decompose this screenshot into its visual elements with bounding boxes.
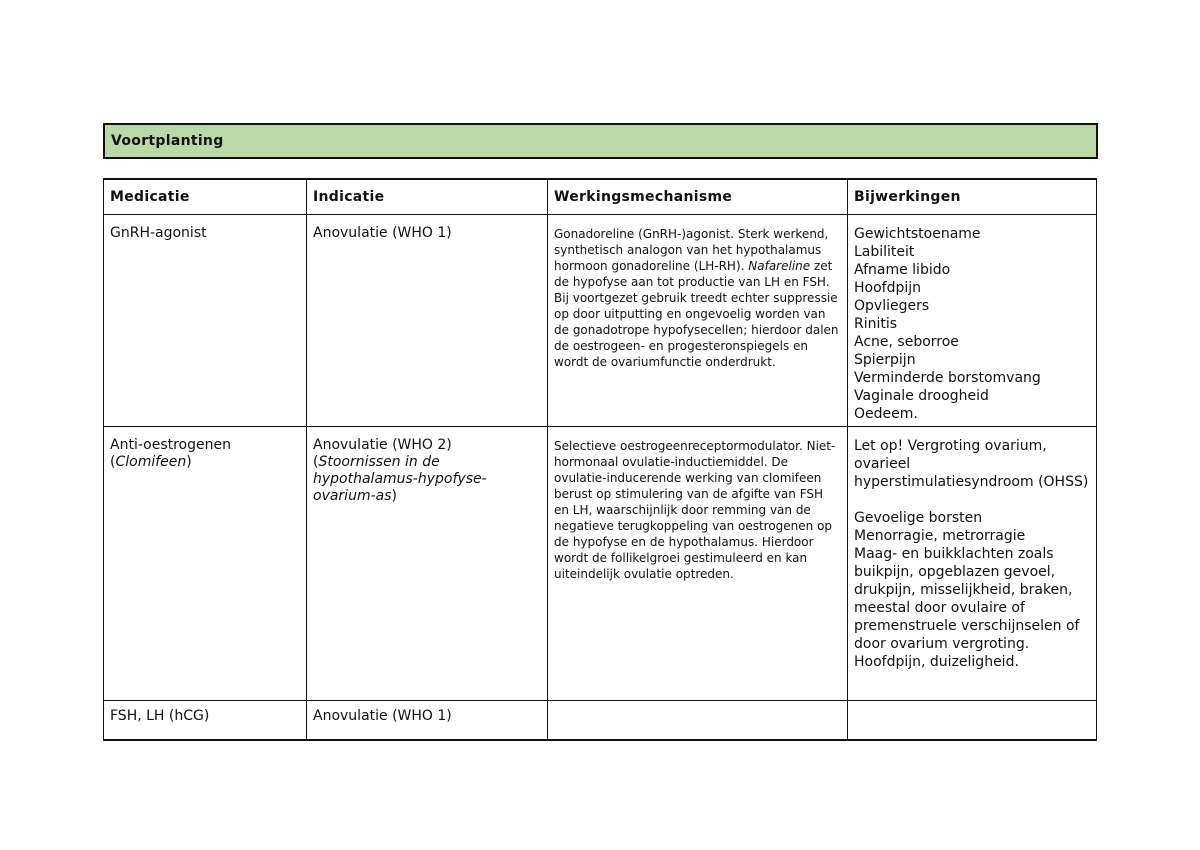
indicatie-text: Anovulatie (WHO 2) bbox=[313, 437, 452, 453]
side-effect-item: Afname libido bbox=[854, 262, 951, 278]
side-effect-item: Verminderde borstomvang bbox=[854, 370, 1041, 386]
column-header-werkingsmechanisme: Werkingsmechanisme bbox=[548, 179, 848, 215]
side-effect-item: Maag- en buikklachten zoals buikpijn, opgeblazen gevoel, drukpijn, misselijkheid, braken, meestal door ovulaire of premenstruele verschijnselen of door ovarium vergroting. bbox=[854, 546, 1080, 652]
side-effect-item: Opvliegers bbox=[854, 298, 930, 314]
indicatie-subtext: (Stoornissen in de hypothalamus-hypofyse-ovarium-as) bbox=[313, 454, 487, 504]
side-effect-item: Hoofdpijn bbox=[854, 280, 922, 296]
side-effect-item: Acne, seborroe bbox=[854, 334, 959, 350]
side-effect-item: Vaginale droogheid bbox=[854, 388, 989, 404]
side-effect-warning: Let op! Vergroting ovarium, ovarieel hyperstimulatiesyndroom (OHSS) bbox=[854, 438, 1089, 490]
cell-bijwerkingen bbox=[848, 701, 1097, 741]
table-row bbox=[104, 701, 1097, 741]
side-effect-item: Labiliteit bbox=[854, 244, 915, 260]
cell-werkingsmechanisme bbox=[548, 427, 848, 701]
side-effect-item: Menorragie, metrorragie bbox=[854, 528, 1026, 544]
cell-indicatie bbox=[307, 701, 548, 741]
medicatie-text: Anti-oestrogenen bbox=[110, 437, 231, 453]
spacer bbox=[854, 491, 1090, 509]
side-effect-item: Gewichtstoename bbox=[854, 226, 981, 242]
medicatie-drug-name: Clomifeen bbox=[115, 454, 187, 470]
side-effect-item: Rinitis bbox=[854, 316, 898, 332]
side-effect-item: Oedeem. bbox=[854, 406, 918, 422]
side-effect-item: Hoofdpijn, duizeligheid. bbox=[854, 654, 1019, 670]
side-effect-item: Gevoelige borsten bbox=[854, 510, 983, 526]
side-effect-item: Spierpijn bbox=[854, 352, 916, 368]
cell-indicatie bbox=[307, 427, 548, 701]
cell-bijwerkingen bbox=[848, 215, 1097, 427]
mechanisme-text-continued: zet de hypofyse aan tot productie van LH en FSH. Bij voortgezet gebruik treedt echter suppressie op door uitputting en ongevoelig worden van de gonadotrope hypofysecellen; hierdoor dalen de oestrogeen- en progesteronspiegels en wordt de ovariumfunctie onderdrukt. bbox=[554, 259, 839, 369]
cell-medicatie bbox=[104, 701, 307, 741]
medicatie-text: GnRH-agonist bbox=[110, 225, 207, 241]
mechanisme-text: Gonadoreline (GnRH-)agonist. Sterk werkend, synthetisch analogon van het hypothalamus hormoon gonadoreline (LH-RH). bbox=[554, 227, 829, 273]
medicatie-text: FSH, LH (hCG) bbox=[110, 708, 210, 724]
section-title: Voortplanting bbox=[111, 133, 224, 149]
indicatie-cause: Stoornissen in de hypothalamus-hypofyse-ovarium-as bbox=[313, 454, 487, 504]
column-header-bijwerkingen: Bijwerkingen bbox=[848, 179, 1097, 215]
indicatie-text: Anovulatie (WHO 1) bbox=[313, 225, 452, 241]
indicatie-text: Anovulatie (WHO 1) bbox=[313, 708, 452, 724]
column-header-indicatie: Indicatie bbox=[307, 179, 548, 215]
cell-werkingsmechanisme bbox=[548, 215, 848, 427]
medicatie-subtext: (Clomifeen) bbox=[110, 454, 192, 470]
cell-medicatie bbox=[104, 215, 307, 427]
mechanisme-drug-name: Nafareline bbox=[748, 259, 811, 273]
section-title-bar bbox=[103, 123, 1098, 159]
cell-bijwerkingen bbox=[848, 427, 1097, 701]
table-row bbox=[104, 215, 1097, 427]
cell-medicatie bbox=[104, 427, 307, 701]
cell-werkingsmechanisme bbox=[548, 701, 848, 741]
cell-indicatie bbox=[307, 215, 548, 427]
table-header-row bbox=[104, 179, 1097, 215]
table-row bbox=[104, 427, 1097, 701]
medication-table bbox=[103, 178, 1097, 741]
column-header-medicatie: Medicatie bbox=[104, 179, 307, 215]
mechanisme-text: Selectieve oestrogeenreceptormodulator. Niet-hormonaal ovulatie-inductiemiddel. De ovulatie-inducerende werking van clomifeen berust op stimulering van de afgifte van FSH en LH, waarschijnlijk door remming van de negatieve terugkoppeling van oestrogenen op de hypofyse en de hypothalamus. Hierdoor wordt de follikelgroei gestimuleerd en kan uiteindelijk ovulatie optreden. bbox=[554, 439, 836, 581]
